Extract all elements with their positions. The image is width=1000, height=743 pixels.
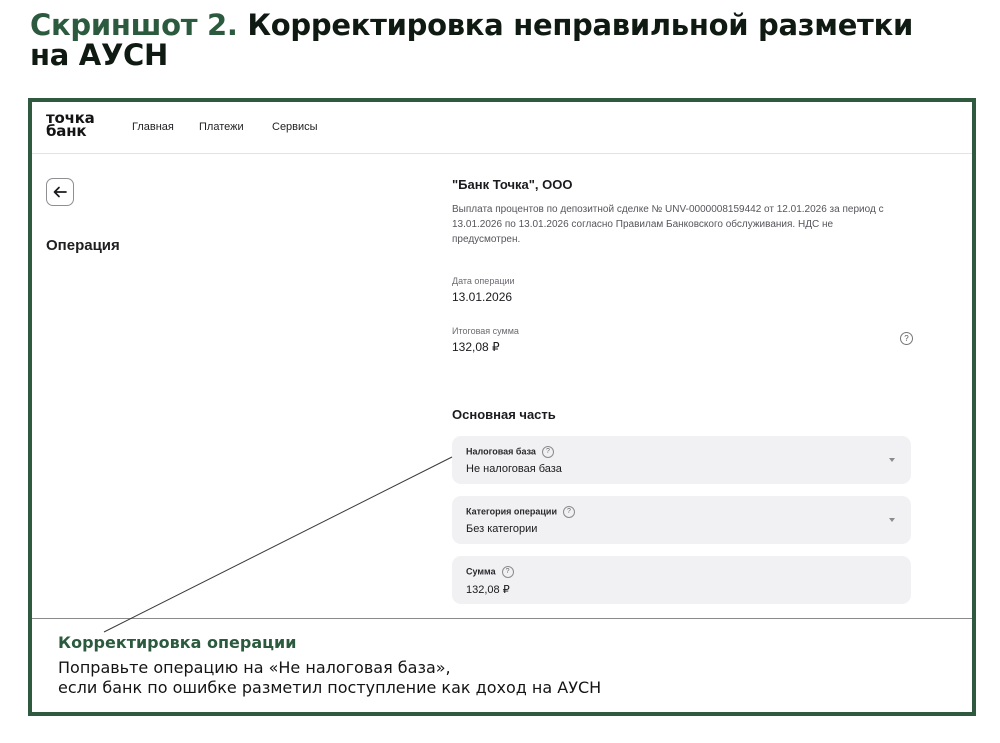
date-value: 13.01.2026: [452, 290, 513, 304]
tax-base-value: Не налоговая база: [466, 463, 562, 475]
arrow-left-icon: [53, 186, 67, 198]
total-label: Итоговая сумма: [452, 326, 519, 336]
help-icon[interactable]: ?: [563, 506, 575, 518]
help-icon[interactable]: ?: [900, 332, 913, 345]
amount-value: 132,08 ₽: [466, 584, 510, 596]
app-header: [32, 102, 972, 154]
note-line-1: Поправьте операцию на «Не налоговая база»,: [58, 658, 451, 677]
operation-category-label: [466, 506, 575, 518]
nav-item-payments[interactable]: Платежи: [199, 121, 244, 133]
total-value: 132,08 ₽: [452, 340, 500, 354]
nav-item-services[interactable]: Сервисы: [272, 121, 318, 133]
amount-label-text: Сумма: [466, 566, 496, 577]
operation-category-value: Без категории: [466, 523, 538, 535]
note-title: Корректировка операции: [58, 633, 297, 652]
tax-base-select[interactable]: [452, 436, 911, 484]
headline-line-2: на АУСН: [30, 38, 168, 72]
logo-line-1: точка: [46, 109, 95, 127]
date-label: Дата операции: [452, 276, 515, 286]
amount-label: [466, 566, 514, 578]
operation-category-select[interactable]: [452, 496, 911, 544]
correction-note: [32, 618, 972, 712]
headline-line-1: [30, 10, 913, 40]
page-title: Операция: [46, 237, 120, 254]
operation-category-label-text: Категория операции: [466, 506, 557, 517]
amount-field[interactable]: [452, 556, 911, 604]
chevron-down-icon: [889, 518, 895, 522]
bank-logo[interactable]: [46, 109, 95, 140]
help-icon[interactable]: ?: [542, 446, 554, 458]
headline-prefix: Скриншот 2.: [30, 8, 238, 42]
headline-title: Корректировка неправильной разметки: [247, 8, 913, 42]
tax-base-label-text: Налоговая база: [466, 446, 536, 457]
counterparty-name: "Банк Точка", ООО: [452, 177, 573, 192]
help-icon[interactable]: ?: [502, 566, 514, 578]
screenshot-frame: [28, 98, 976, 716]
article-headline: [30, 10, 913, 70]
operation-description: Выплата процентов по депозитной сделке № UNV-0000008159442 от 12.01.2026 за период с 13.01.2026 по 13.01.2026 согласно Правилам Банковского обслуживания. НДС не предусмотрен.: [452, 204, 884, 245]
back-button[interactable]: [46, 178, 74, 206]
chevron-down-icon: [889, 458, 895, 462]
nav-item-home[interactable]: Главная: [132, 121, 174, 133]
tax-base-label: [466, 446, 554, 458]
note-line-2: если банк по ошибке разметил поступление как доход на АУСН: [58, 678, 602, 697]
logo-line-2: банк: [46, 122, 87, 140]
main-part-title: Основная часть: [452, 407, 556, 422]
